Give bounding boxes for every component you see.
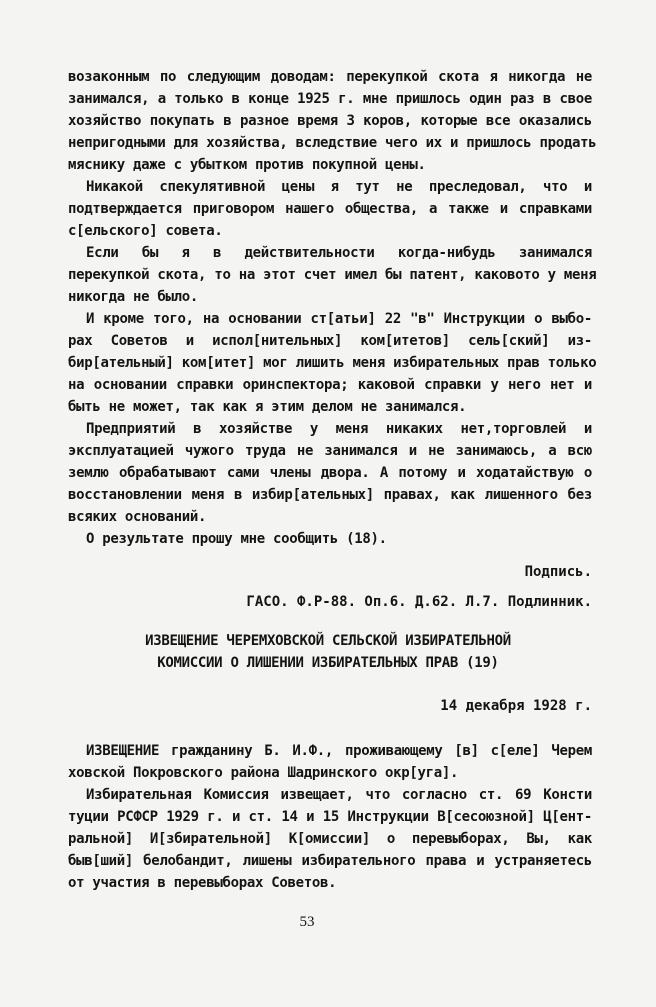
text-line: хозяйство покупать в разное время 3 коров, которые все оказались — [68, 113, 592, 129]
text-line: Никакой спекулятивной цены я тут не преследовал, что и — [86, 179, 592, 195]
text-line: И кроме того, на основании ст[атьи] 22 "в" Инструкции о выбо- — [86, 311, 592, 327]
document-heading — [60, 630, 596, 674]
text-line: на основании справки оринспектора; каковой справки у него нет и — [68, 377, 592, 393]
notice-body — [68, 740, 592, 894]
text-line: быть не может, так как я этим делом не занимался. — [68, 399, 467, 415]
text-line: бир[ательный] ком[итет] мог лишить меня избирательных прав только — [68, 355, 597, 371]
archive-reference: ГАСО. Ф.Р-88. Оп.6. Д.62. Л.7. Подлинник. — [246, 594, 592, 610]
text-line: перекупкой скота, то на этот счет имел бы патент, каковото у меня — [68, 267, 597, 283]
text-line: Если бы я в действительности когда-нибудь занимался — [86, 245, 592, 261]
text-line: Избирательная Комиссия извещает, что согласно ст. 69 Консти — [86, 787, 592, 803]
text-line: непригодными для хозяйства, вследствие чего их и пришлось продать — [68, 135, 597, 151]
heading-line: КОМИССИИ О ЛИШЕНИИ ИЗБИРАТЕЛЬНЫХ ПРАВ (19) — [157, 655, 499, 671]
text-line: эксплуатацией чужого труда не занимался и не занимаюсь, а всю — [68, 443, 592, 459]
text-line: восстановлении меня в избир[ательных] правах, как лишенного без — [68, 487, 592, 503]
text-line: рах Советов и испол[нительных] ком[итетов] сель[ский] из- — [68, 333, 592, 349]
text-line: никогда не было. — [68, 289, 199, 305]
document-date: 14 декабря 1928 г. — [440, 698, 592, 714]
text-line: мяснику даже с убытком против покупной цены. — [68, 157, 426, 173]
text-line: всяких оснований. — [68, 509, 207, 525]
text-line: туции РСФСР 1929 г. и ст. 14 и 15 Инструкции В[сесоюзной] Ц[ент- — [68, 809, 592, 825]
text-line: от участия в перевыборах Советов. — [68, 875, 337, 891]
text-line: быв[ший] белобандит, лишены избирательного права и устраняетесь — [68, 853, 592, 869]
text-line: возаконным по следующим доводам: перекупкой скота я никогда не — [68, 69, 592, 85]
letter-body — [68, 66, 597, 550]
text-line: ховской Покровского района Шадринского окр[уга]. — [68, 765, 459, 781]
text-line: с[ельского] совета. — [68, 223, 223, 239]
text-line: подтверждается приговором нашего общества, а также и справками — [68, 201, 592, 217]
text-line: землю обрабатывают сами члены двора. А потому и ходатайствую о — [68, 465, 592, 481]
text-line: занимался, а только в конце 1925 г. мне пришлось один раз в свое — [68, 91, 592, 107]
signature: Подпись. — [524, 564, 592, 580]
text-line: О результате прошу мне сообщить (18). — [86, 531, 387, 547]
page-number: 53 — [299, 914, 315, 930]
text-line: ральной] И[збирательной] К[омиссии] о перевыборах, Вы, как — [68, 831, 592, 847]
text-line: Предприятий в хозяйстве у меня никаких нет,торговлей и — [86, 421, 592, 437]
heading-line: ИЗВЕЩЕНИЕ ЧЕРЕМХОВСКОЙ СЕЛЬСКОЙ ИЗБИРАТЕЛЬНОЙ — [145, 633, 511, 649]
text-line: ИЗВЕЩЕНИЕ гражданину Б. И.Ф., проживающему [в] с[еле] Черем — [86, 743, 592, 759]
